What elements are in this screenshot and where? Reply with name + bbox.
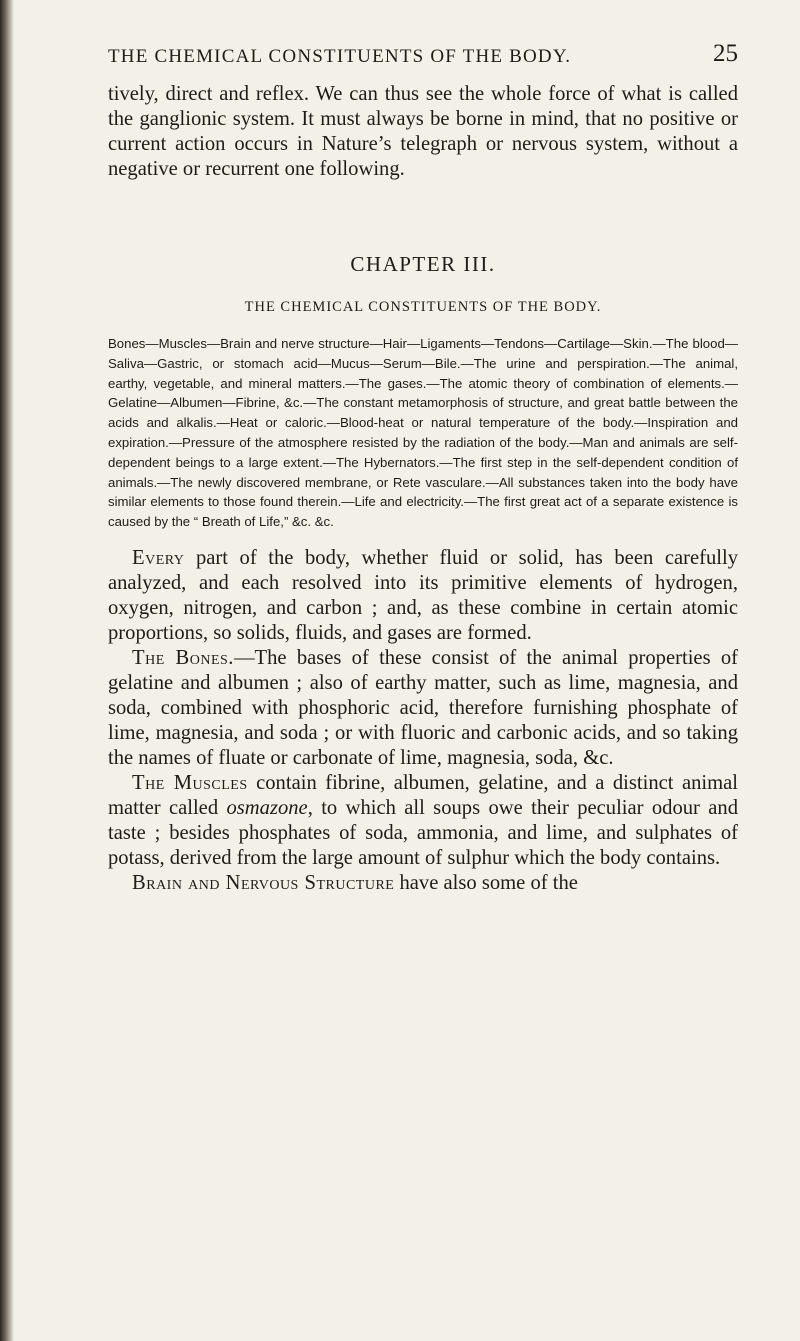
paragraph-text: part of the body, whether fluid or solid, has been carefully analyzed, and each resolved into its primitive elements of hydrogen, oxygen, nitrogen, and carbon ; and, as these combine in certain atomic proportions, so solids, fluids, and gases are formed. bbox=[108, 546, 738, 644]
paragraph-text: —The bases of these consist of the animal properties of gelatine and albumen ; also of earthy matter, such as lime, magnesia, and soda, combined with phosphoric acid, therefore furnishing phosphate of lime, magnesia, and soda ; or with fluoric and carbonic acids, and so taking the names of fluate or carbonate of lime, magnesia, soda, &c. bbox=[108, 646, 738, 769]
paragraph-text: have also some of the bbox=[394, 871, 578, 894]
paragraph-bones bbox=[108, 646, 738, 771]
paragraph-lead-in: The Bones. bbox=[132, 646, 234, 669]
paragraph-lead-in: The Muscles bbox=[132, 771, 248, 794]
lead-paragraph: tively, direct and reflex. We can thus see the whole force of what is called the ganglionic system. It must always be borne in mind, that no positive or current action occurs in Nature’s telegraph or nervous system, without a negative or recurrent one following. bbox=[108, 83, 738, 180]
chapter-number: CHAPTER III. bbox=[350, 252, 496, 276]
chapter-title: THE CHEMICAL CONSTITUENTS OF THE BODY. bbox=[244, 299, 602, 315]
paragraph-every bbox=[108, 546, 738, 646]
paragraph-muscles bbox=[108, 771, 738, 871]
page-number: 25 bbox=[713, 40, 738, 67]
book-page bbox=[108, 40, 738, 896]
paragraph-brain bbox=[108, 871, 738, 896]
paragraph-text: contain fibrine, albumen, gelatine, and a distinct animal matter called bbox=[108, 771, 738, 819]
paragraph-text: , to which all soups owe their peculiar odour and taste ; besides phosphates of soda, ammonia, and lime, and sulphates of potass, derived from the large amount of sulphur which the body contains. bbox=[108, 796, 738, 869]
running-head bbox=[108, 40, 738, 74]
paragraph-lead-in: Brain and Nervous Structure bbox=[132, 871, 395, 894]
page-binding-shadow bbox=[0, 0, 14, 1341]
running-head-title: THE CHEMICAL CONSTITUENTS OF THE BODY. bbox=[108, 46, 572, 67]
paragraph-lead-in: Every bbox=[132, 546, 185, 569]
chapter-synopsis: Bones—Muscles—Brain and nerve structure—Hair—Ligaments—Tendons—Cartilage—Skin.—The blood—Saliva—Gastric, or stomach acid—Mucus—Serum—Bile.—The urine and perspiration.—The animal, earthy, vegetable, and mineral matters.—The gases.—The atomic theory of combination of elements.—Gelatine—Albumen—Fibrine, &c.—The constant metamorphosis of structure, and great battle between the acids and alkalis.—Heat or caloric.—Blood-heat or natural temperature of the body.—Inspiration and expiration.—Pressure of the atmosphere resisted by the radiation of the body.—Man and animals are self-dependent beings to a large extent.—The Hybernators.—The first step in the self-dependent condition of animals.—The newly discovered membrane, or Rete vasculare.—All substances taken into the body have similar elements to those found therein.—Life and electricity.—The first great act of a separate existence is caused by the “ Breath of Life,” &c. &c. bbox=[108, 336, 738, 530]
italic-term: osmazone bbox=[226, 796, 308, 819]
